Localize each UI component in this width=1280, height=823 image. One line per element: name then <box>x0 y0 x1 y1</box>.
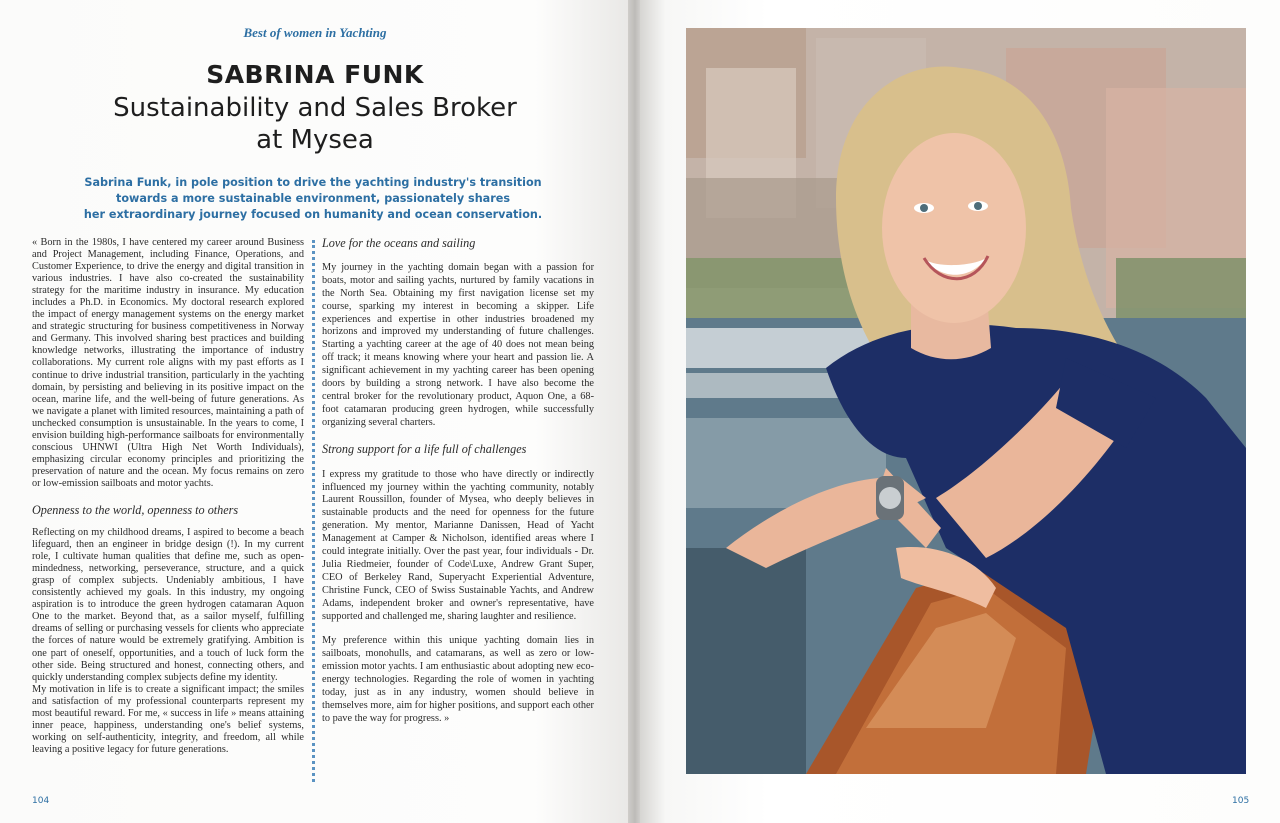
left-page <box>0 0 630 823</box>
paragraph-gratitude: I express my gratitude to those who have directly or indirectly influenced my journey within the yachting community, notably Laurent Roussillon, founder of Mysea, who deeply believes in sustainable products and the need for openness for the future generation. My mentor, Marianne Danissen, Head of Yacht Management at Camper & Nicholson, identified areas where I could integrate initially. Over the past year, four individuals - Dr. Julia Riedmeier, founder of Code\Luxe, Andrew Grant Super, CEO of Berkeley Rand, Superyacht Experiential Adventure, Christine Funck, CEO of Swiss Sustainable Yachts, and Andrew Adams, independent broker and owner's representative, have supported and challenged me, sharing laughter and resilience. <box>322 468 594 622</box>
portrait-photo <box>686 28 1246 774</box>
paragraph-preference: My preference within this unique yachting domain lies in sailboats, monohulls, and catamarans, as well as zero or low-emission motor yachts. I am enthusiastic about adopting new eco-energy technologies. Regarding the role of women in yachting today, just as in any industry, women should believe in themselves more, aim for higher positions, and support each other to pave the way for progress. » <box>322 635 594 724</box>
section-heading-openness: Openness to the world, openness to others <box>32 502 239 517</box>
person-name: SABRINA FUNK <box>206 60 424 89</box>
article-title <box>0 92 630 156</box>
title-line-1: Sustainability and Sales Broker <box>113 93 517 123</box>
intro-paragraph: « Born in the 1980s, I have centered my career around Business and Project Management, including Finance, Operations, and Customer Experience, to drive the energy and digital transition in various industries. I have also co-created the sustainability strategy for the maritime industry in insurance. My education includes a Ph.D. in Economics. My doctoral research explored the impact of energy management systems on the energy market and strategic structuring for business competitiveness in Norway and Germany. This involved sharing best practices and building knowledge networks, illustrating the importance of industry collaborations. My current role aligns with my past efforts as I continue to drive industrial transition, particularly in the yachting domain, by persisting and believing in its positive impact on the ocean, marine life, and the well-being of future generations. As we navigate a planet with limited resources, maintaining a path of unchecked consumption is unsustainable. In the years to come, I envision building high-performance sailboats for environmentally conscious UHNWI (Ultra High Net Worth Individuals), emphasizing circular economy principles and prioritizing the preservation of nature and the ocean. My focus remains on zero or low-emission sailboats and motor yachts. <box>32 237 304 489</box>
section-heading-oceans: Love for the oceans and sailing <box>322 236 476 250</box>
lede-line-2: towards a more sustainable environment, passionately shares <box>116 192 510 205</box>
paragraph-journey: My journey in the yachting domain began with a passion for boats, motor and sailing yachts, nurtured by family vacations in the North Sea. Obtaining my first navigation license set my course, sparking my interest in becoming a skipper. Life experiences and expertise in other industries broadened my horizons and improved my understanding of future challenges. Starting a yachting career at the age of 40 does not mean being off track; it means knowing where your heart and passion lie. A significant achievement in my yachting career has been opening doors by building a strong network. I have also become the central broker for the revolutionary product, Aquon One, a 68-foot catamaran producing green hydrogen, while successfully organizing several charters. <box>322 261 594 428</box>
page-number-left: 104 <box>32 796 50 806</box>
paragraph-gap <box>322 623 594 635</box>
article-lede <box>50 175 576 223</box>
column-divider <box>312 240 315 782</box>
page-number-right: 105 <box>1232 796 1250 806</box>
text-column-left <box>32 237 304 756</box>
lede-line-1: Sabrina Funk, in pole position to drive the yachting industry's transition <box>84 176 542 189</box>
section-heading-support: Strong support for a life full of challenges <box>322 441 527 456</box>
lede-line-3: her extraordinary journey focused on humanity and ocean conservation. <box>83 208 543 221</box>
paragraph-motivation: My motivation in life is to create a significant impact; the smiles and satisfaction of my professional counterparts represent my most beautiful reward. For me, « success in life » means attaining inner peace, happiness, understanding one's belief systems, working on self-authenticity, integrity, and freedom, all while leaving a positive legacy for future generations. <box>32 683 304 755</box>
paragraph-childhood: Reflecting on my childhood dreams, I aspired to become a beach lifeguard, then an engineer in bridge design (!). In my current role, I cultivate human qualities that define me, such as open-mindedness, networking, perseverance, structure, and a quick grasp of complex subjects. Undeniably ambitious, I have consistently achieved my goals. In this industry, my ongoing aspiration is to introduce the green hydrogen catamaran Aquon One to the market. Beyond that, as a sailor myself, fulfilling dreams of selling or purchasing vessels for clients who appreciate the forces of nature would be extremely gratifying. Ambition is one part of oneself, opportunities, and a touch of luck form the other side. Being structured and honest, connecting others, and quickly understanding complex subjects define my identity. <box>32 527 304 683</box>
section-kicker: Best of women in Yachting <box>243 25 387 40</box>
text-column-right <box>322 237 594 726</box>
title-line-2: at Mysea <box>256 125 374 155</box>
